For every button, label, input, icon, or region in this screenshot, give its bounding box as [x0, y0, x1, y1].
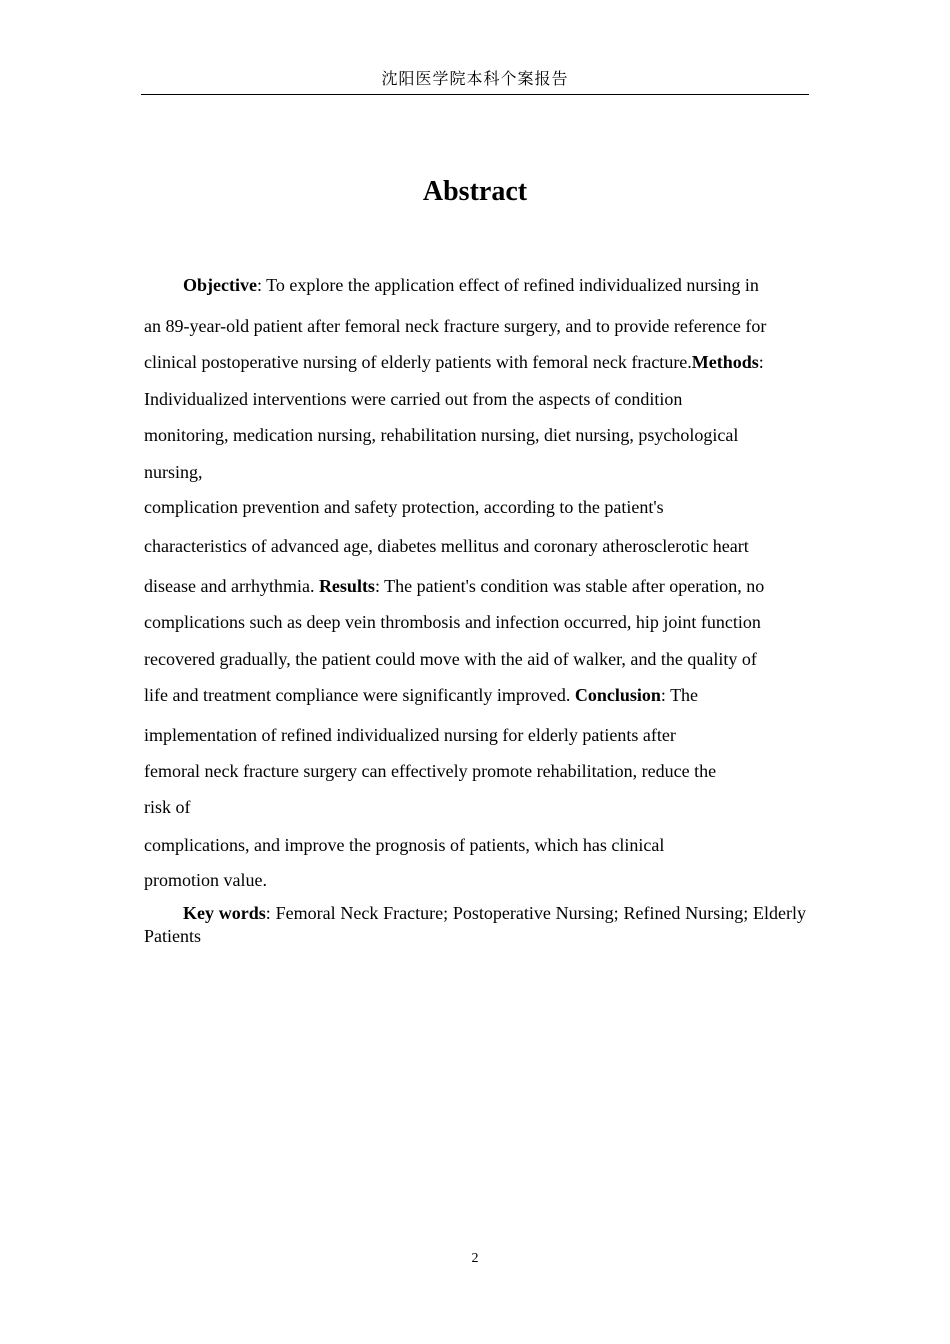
keywords-label: Key words	[183, 903, 266, 923]
abstract-title: Abstract	[422, 176, 528, 207]
abstract-line-14: femoral neck fracture surgery can effectively promote rehabilitation, reduce the	[144, 761, 717, 781]
abstract-line-15: risk of	[144, 797, 191, 817]
abstract-line-11: recovered gradually, the patient could move with the aid of walker, and the quality of	[144, 649, 757, 669]
abstract-line-8: characteristics of advanced age, diabetes mellitus and coronary atherosclerotic heart	[144, 536, 749, 556]
abstract-line-16: complications, and improve the prognosis of patients, which has clinical	[144, 835, 665, 855]
abstract-line-5: monitoring, medication nursing, rehabilitation nursing, diet nursing, psychological	[144, 425, 739, 445]
results-label: Results	[318, 576, 375, 596]
keywords-text: Femoral Neck Fracture; Postoperative Nursing; Refined Nursing; Elderly Patients	[144, 903, 806, 946]
methods-label: Methods	[691, 352, 759, 372]
abstract-line-10: complications such as deep vein thrombosis and infection occurred, hip joint function	[144, 612, 761, 632]
conclusion-label: Conclusion	[574, 685, 661, 705]
keywords-paragraph: Key words: Femoral Neck Fracture; Postoperative Nursing; Refined Nursing; Elderly Patients	[144, 903, 806, 946]
abstract-line-3: clinical postoperative nursing of elderly patients with femoral neck fracture.Methods:	[144, 352, 764, 372]
abstract-line-7: complication prevention and safety protection, according to the patient's	[144, 497, 664, 517]
abstract-line-6: nursing,	[144, 462, 203, 482]
abstract-line-17: promotion value.	[144, 870, 267, 890]
abstract-line-13: implementation of refined individualized nursing for elderly patients after	[144, 725, 676, 745]
abstract-line-2: an 89-year-old patient after femoral neck fracture surgery, and to provide reference for	[144, 316, 767, 336]
objective-label: Objective	[183, 275, 257, 295]
page-number: 2	[471, 1251, 479, 1266]
abstract-line-4: Individualized interventions were carried out from the aspects of condition	[144, 389, 683, 409]
page-header: 沈阳医学院本科个案报告	[141, 66, 809, 95]
abstract-line-12: life and treatment compliance were significantly improved. Conclusion: The	[144, 685, 699, 705]
abstract-line-1: Objective: To explore the application effect of refined individualized nursing in	[183, 275, 759, 295]
abstract-line-9: disease and arrhythmia. Results: The patient's condition was stable after operation, no	[144, 576, 765, 596]
